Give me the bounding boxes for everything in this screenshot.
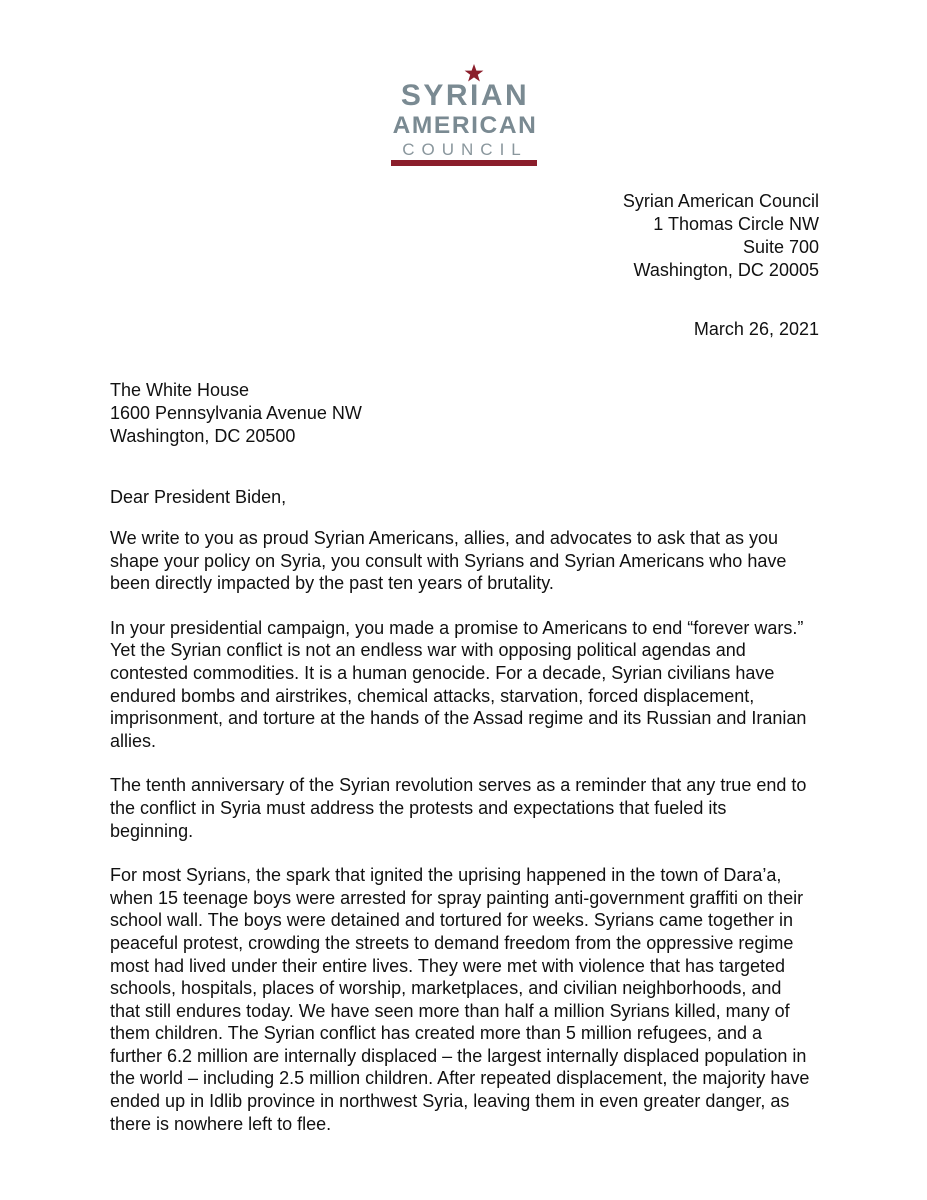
body-paragraph: The tenth anniversary of the Syrian revolution serves as a reminder that any true end to the conflict in Syria must address the protests and expectations that fueled its beginning. [110, 775, 807, 841]
recipient-address-block [110, 379, 362, 448]
recipient-city-state-zip: Washington, DC 20500 [110, 426, 296, 446]
sender-address-line1: 1 Thomas Circle NW [653, 214, 819, 234]
salutation: Dear President Biden, [110, 487, 287, 507]
body-paragraph: In your presidential campaign, you made a promise to Americans to end “forever wars.” Yet the Syrian conflict is not an endless war with opposing political agendas and contested commodities. It is a human genocide. For a decade, Syrian civilians have endured bombs and airstrikes, chemical attacks, starvation, forced displacement, imprisonment, and torture at the hands of the Assad regime and its Russian and Iranian allies. [110, 617, 807, 751]
sender-address-block [623, 190, 819, 282]
logo-graphic [388, 62, 542, 168]
logo-text-line1: SYRIAN [400, 79, 530, 112]
body-paragraph: For most Syrians, the spark that ignited the uprising happened in the town of Dara’a, when 15 teenage boys were arrested for spray painting anti-government graffiti on their school wall. The boys were detained and tortured for weeks. Syrians came together in peaceful protest, crowding the streets to demand freedom from the oppressive regime most had lived under their entire lives. They were met with violence that has targeted schools, hospitals, places of worship, marketplaces, and civilian neighborhoods, and that still endures today. We have seen more than half a million Syrians killed, many of them children. The Syrian conflict has created more than 5 million refugees, and a further 6.2 million are internally displaced – the largest internally displaced population in the world – including 2.5 million children. After repeated displacement, the majority have ended up in Idlib province in northwest Syria, leaving them in even greater danger, as there is nowhere left to flee. [110, 865, 810, 1134]
syrian-american-council-logo [388, 62, 542, 168]
logo-text-line2: AMERICAN [392, 112, 538, 139]
sender-name: Syrian American Council [622, 191, 819, 211]
logo-underline-bar [391, 160, 537, 166]
recipient-address-line1: 1600 Pennsylvania Avenue NW [110, 403, 362, 423]
logo-text-line3: COUNCIL [402, 140, 528, 159]
recipient-name: The White House [110, 380, 250, 400]
body-paragraph: We write to you as proud Syrian Americans, allies, and advocates to ask that as you shape your policy on Syria, you consult with Syrians and Syrian Americans who have been directly impacted by the past ten years of brutality. [110, 528, 787, 594]
letter-date: March 26, 2021 [693, 319, 819, 339]
letter-body [110, 527, 822, 1157]
sender-address-line2: Suite 700 [742, 237, 819, 257]
sender-city-state-zip: Washington, DC 20005 [633, 260, 819, 280]
